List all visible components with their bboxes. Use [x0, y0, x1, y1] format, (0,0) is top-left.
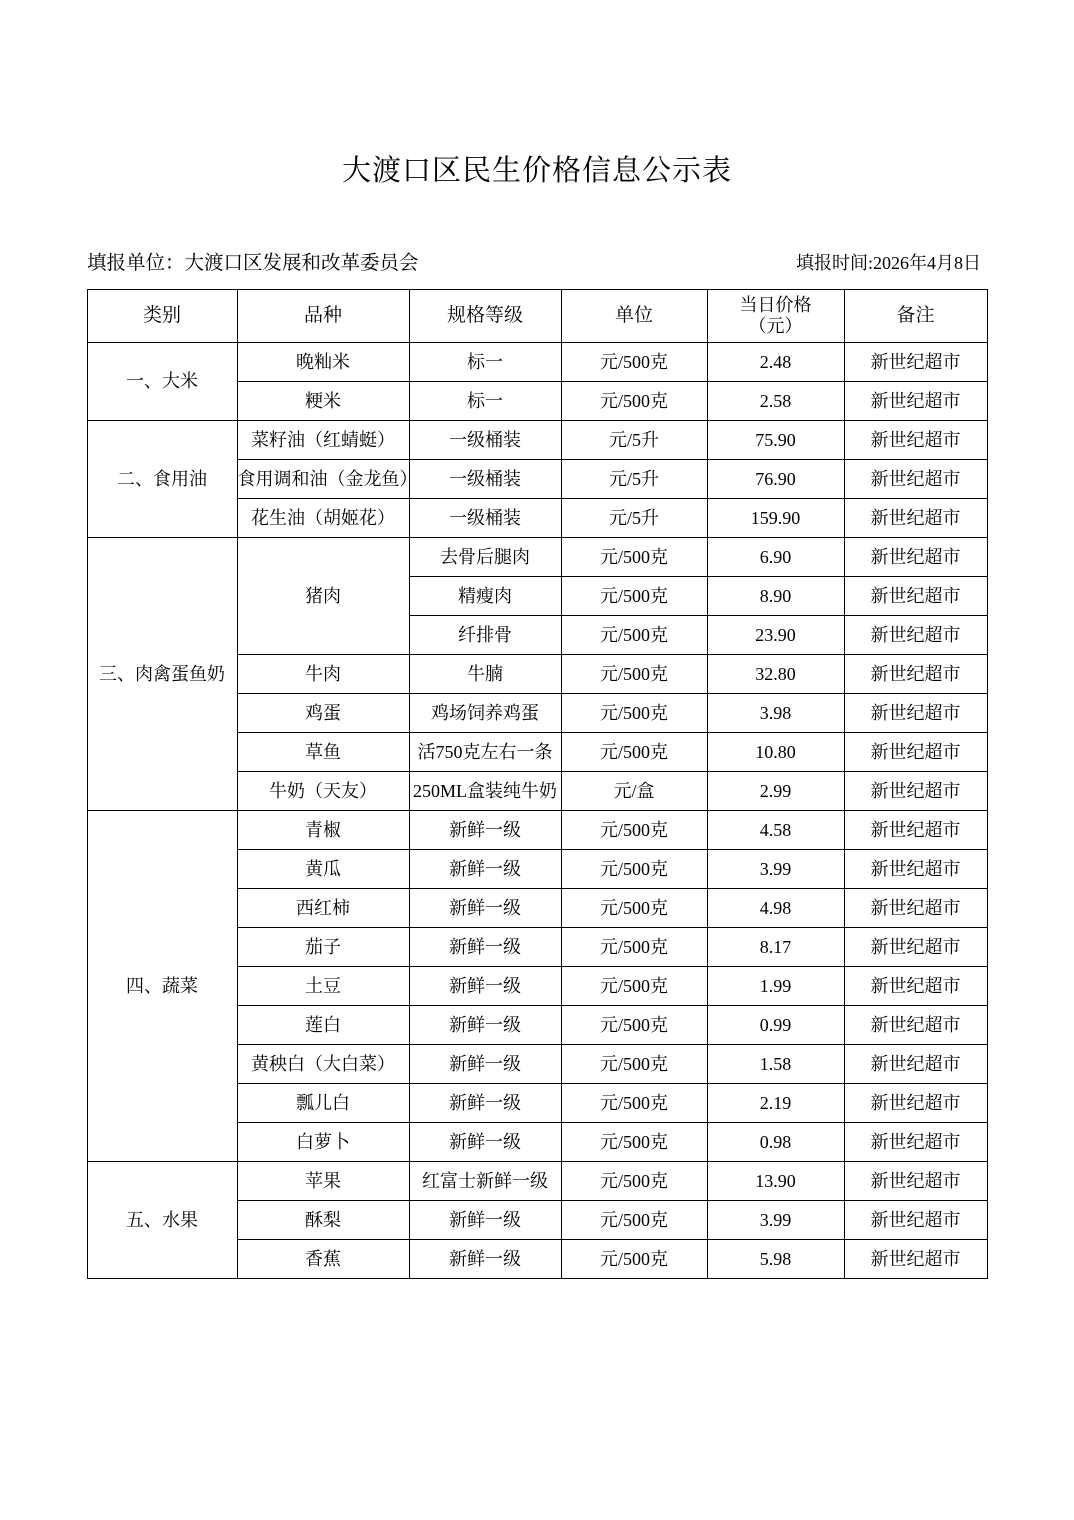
- header-price: [707, 290, 844, 343]
- unit-cell: 元/500克: [561, 733, 707, 772]
- price-cell: 1.99: [707, 967, 844, 1006]
- unit-cell: 元/500克: [561, 382, 707, 421]
- note-cell: 新世纪超市: [844, 850, 987, 889]
- variety-cell: 莲白: [237, 1006, 409, 1045]
- note-cell: 新世纪超市: [844, 967, 987, 1006]
- spec-cell: 新鲜一级: [409, 850, 561, 889]
- document-meta: [87, 189, 987, 275]
- unit-cell: 元/5升: [561, 460, 707, 499]
- spec-cell: 去骨后腿肉: [409, 538, 561, 577]
- unit-cell: 元/500克: [561, 1006, 707, 1045]
- unit-cell: 元/500克: [561, 343, 707, 382]
- category-cell: 一、大米: [87, 343, 237, 421]
- note-cell: 新世纪超市: [844, 928, 987, 967]
- header-price-line2: （元）: [748, 316, 803, 336]
- unit-cell: 元/5升: [561, 421, 707, 460]
- price-cell: 8.17: [707, 928, 844, 967]
- unit-cell: 元/500克: [561, 850, 707, 889]
- table-body: [87, 343, 987, 1279]
- table-header-row: [87, 290, 987, 343]
- spec-cell: 标一: [409, 382, 561, 421]
- category-cell: 二、食用油: [87, 421, 237, 538]
- price-cell: 13.90: [707, 1162, 844, 1201]
- unit-cell: 元/500克: [561, 889, 707, 928]
- price-cell: 8.90: [707, 577, 844, 616]
- spec-cell: 一级桶装: [409, 460, 561, 499]
- unit-cell: 元/500克: [561, 811, 707, 850]
- spec-cell: 牛腩: [409, 655, 561, 694]
- variety-cell: 黄秧白（大白菜）: [237, 1045, 409, 1084]
- variety-cell: 粳米: [237, 382, 409, 421]
- category-cell: 三、肉禽蛋鱼奶: [87, 538, 237, 811]
- note-cell: 新世纪超市: [844, 655, 987, 694]
- table-row: [87, 538, 987, 577]
- price-cell: 6.90: [707, 538, 844, 577]
- spec-cell: 一级桶装: [409, 499, 561, 538]
- variety-cell: 鸡蛋: [237, 694, 409, 733]
- variety-cell: 土豆: [237, 967, 409, 1006]
- spec-cell: 纤排骨: [409, 616, 561, 655]
- table-row: [87, 343, 987, 382]
- table-header: [87, 290, 987, 343]
- unit-cell: 元/500克: [561, 928, 707, 967]
- spec-cell: 新鲜一级: [409, 1084, 561, 1123]
- category-cell: 四、蔬菜: [87, 811, 237, 1162]
- note-cell: 新世纪超市: [844, 811, 987, 850]
- price-cell: 159.90: [707, 499, 844, 538]
- unit-cell: 元/500克: [561, 616, 707, 655]
- spec-cell: 新鲜一级: [409, 1123, 561, 1162]
- note-cell: 新世纪超市: [844, 421, 987, 460]
- price-cell: 23.90: [707, 616, 844, 655]
- spec-cell: 红富士新鲜一级: [409, 1162, 561, 1201]
- spec-cell: 鸡场饲养鸡蛋: [409, 694, 561, 733]
- note-cell: 新世纪超市: [844, 694, 987, 733]
- spec-cell: 精瘦肉: [409, 577, 561, 616]
- price-cell: 2.99: [707, 772, 844, 811]
- table-row: [87, 421, 987, 460]
- header-price-line1: 当日价格: [739, 295, 812, 316]
- variety-cell: 香蕉: [237, 1240, 409, 1279]
- price-cell: 75.90: [707, 421, 844, 460]
- note-cell: 新世纪超市: [844, 1045, 987, 1084]
- header-unit: 单位: [561, 290, 707, 343]
- note-cell: 新世纪超市: [844, 382, 987, 421]
- header-spec: 规格等级: [409, 290, 561, 343]
- unit-cell: 元/500克: [561, 1162, 707, 1201]
- price-cell: 0.98: [707, 1123, 844, 1162]
- spec-cell: 新鲜一级: [409, 967, 561, 1006]
- variety-cell: 茄子: [237, 928, 409, 967]
- price-cell: 4.98: [707, 889, 844, 928]
- table-row: [87, 811, 987, 850]
- note-cell: 新世纪超市: [844, 1162, 987, 1201]
- price-cell: 3.98: [707, 694, 844, 733]
- unit-cell: 元/500克: [561, 967, 707, 1006]
- note-cell: 新世纪超市: [844, 1201, 987, 1240]
- note-cell: 新世纪超市: [844, 460, 987, 499]
- price-cell: 2.58: [707, 382, 844, 421]
- unit-cell: 元/500克: [561, 538, 707, 577]
- variety-cell: 花生油（胡姬花）: [237, 499, 409, 538]
- price-table: [87, 289, 988, 1279]
- header-variety: 品种: [237, 290, 409, 343]
- variety-cell: 青椒: [237, 811, 409, 850]
- price-cell: 3.99: [707, 850, 844, 889]
- price-cell: 10.80: [707, 733, 844, 772]
- note-cell: 新世纪超市: [844, 733, 987, 772]
- header-category: 类别: [87, 290, 237, 343]
- table-row: [87, 1162, 987, 1201]
- variety-cell: 苹果: [237, 1162, 409, 1201]
- variety-cell: 瓢儿白: [237, 1084, 409, 1123]
- spec-cell: 新鲜一级: [409, 1006, 561, 1045]
- unit-cell: 元/500克: [561, 655, 707, 694]
- variety-cell: 牛奶（天友）: [237, 772, 409, 811]
- filing-unit: 填报单位：大渡口区发展和改革委员会: [87, 253, 419, 274]
- price-cell: 1.58: [707, 1045, 844, 1084]
- note-cell: 新世纪超市: [844, 499, 987, 538]
- filing-time: 填报时间:2026年4月8日: [795, 253, 981, 273]
- spec-cell: 标一: [409, 343, 561, 382]
- price-cell: 5.98: [707, 1240, 844, 1279]
- note-cell: 新世纪超市: [844, 1240, 987, 1279]
- price-cell: 0.99: [707, 1006, 844, 1045]
- variety-cell: 菜籽油（红蜻蜓）: [237, 421, 409, 460]
- variety-cell: 西红柿: [237, 889, 409, 928]
- unit-cell: 元/500克: [561, 694, 707, 733]
- unit-cell: 元/500克: [561, 1123, 707, 1162]
- price-cell: 2.48: [707, 343, 844, 382]
- variety-cell: 黄瓜: [237, 850, 409, 889]
- price-cell: 76.90: [707, 460, 844, 499]
- variety-cell: 晚籼米: [237, 343, 409, 382]
- note-cell: 新世纪超市: [844, 1006, 987, 1045]
- category-cell: 五、水果: [87, 1162, 237, 1279]
- variety-cell: 牛肉: [237, 655, 409, 694]
- spec-cell: 一级桶装: [409, 421, 561, 460]
- header-note: 备注: [844, 290, 987, 343]
- note-cell: 新世纪超市: [844, 616, 987, 655]
- note-cell: 新世纪超市: [844, 889, 987, 928]
- note-cell: 新世纪超市: [844, 577, 987, 616]
- page-title: 大渡口区民生价格信息公示表: [341, 155, 732, 187]
- variety-cell: 食用调和油（金龙鱼）: [237, 460, 409, 499]
- price-cell: 4.58: [707, 811, 844, 850]
- spec-cell: 新鲜一级: [409, 889, 561, 928]
- note-cell: 新世纪超市: [844, 343, 987, 382]
- spec-cell: 活750克左右一条: [409, 733, 561, 772]
- note-cell: 新世纪超市: [844, 1084, 987, 1123]
- price-cell: 3.99: [707, 1201, 844, 1240]
- variety-cell: 酥梨: [237, 1201, 409, 1240]
- unit-cell: 元/500克: [561, 1240, 707, 1279]
- variety-cell: 草鱼: [237, 733, 409, 772]
- spec-cell: 新鲜一级: [409, 1045, 561, 1084]
- note-cell: 新世纪超市: [844, 772, 987, 811]
- unit-cell: 元/500克: [561, 1084, 707, 1123]
- spec-cell: 新鲜一级: [409, 1201, 561, 1240]
- variety-cell: 猪肉: [237, 538, 409, 655]
- spec-cell: 250ML盒装纯牛奶: [409, 772, 561, 811]
- note-cell: 新世纪超市: [844, 1123, 987, 1162]
- note-cell: 新世纪超市: [844, 538, 987, 577]
- spec-cell: 新鲜一级: [409, 928, 561, 967]
- price-cell: 2.19: [707, 1084, 844, 1123]
- unit-cell: 元/500克: [561, 577, 707, 616]
- unit-cell: 元/5升: [561, 499, 707, 538]
- spec-cell: 新鲜一级: [409, 811, 561, 850]
- variety-cell: 白萝卜: [237, 1123, 409, 1162]
- unit-cell: 元/500克: [561, 1045, 707, 1084]
- price-cell: 32.80: [707, 655, 844, 694]
- spec-cell: 新鲜一级: [409, 1240, 561, 1279]
- unit-cell: 元/500克: [561, 1201, 707, 1240]
- unit-cell: 元/盒: [561, 772, 707, 811]
